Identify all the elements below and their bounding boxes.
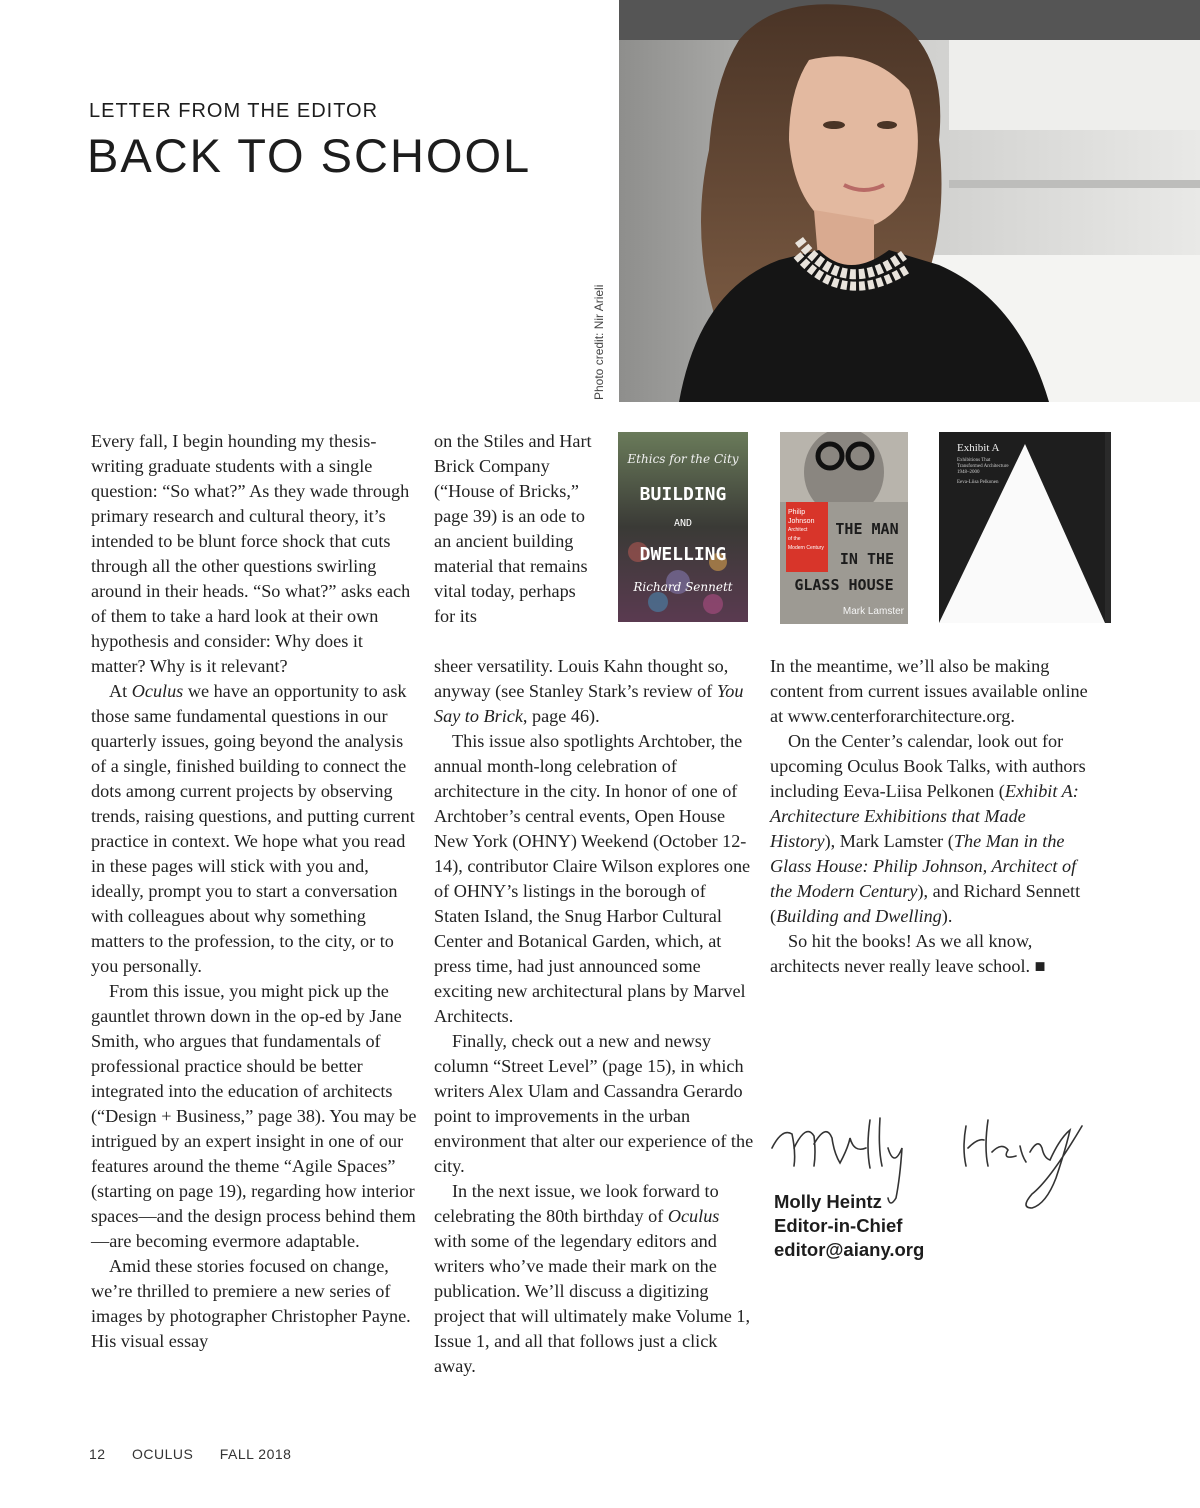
paragraph: on the Stiles and Hart Brick Company (“House of Bricks,” page 39) is an ode to an ancient building material that remains vital today, perhaps for its [434,431,592,626]
book-cover-exhibit-a [939,432,1111,623]
book2-title: THE MAN IN THE [835,520,899,568]
article-column-2-top [434,429,594,629]
page-number: 12 [89,1446,106,1462]
paragraph: In the next issue, we look forward to celebrating the 80th birthday of Oculus with some of the legendary editors and writers who’ve made their mark on the publication. We’ll discuss a digitizing project that will ultimately make Volume 1, Issue 1, and all that follows just a click away. [434,1181,751,1376]
paragraph: So hit the books! As we all know, architects never really leave school. ■ [770,931,1046,976]
article-column-2 [434,654,754,1379]
book3-subtitle: Exhibitions That Transformed Architecture 1948–2000 [957,458,1009,475]
book-cover-building-and-dwelling [618,432,748,622]
book1-title-line2: AND [673,518,693,529]
editor-name: Molly Heintz [774,1191,882,1212]
paragraph: In the meantime, we’ll also be making content from current issues available online at www.centerforarchitecture.org. [770,656,1088,726]
book1-subtitle: Ethics for the City [627,452,739,466]
paragraph: This issue also spotlights Archtober, the annual month-long celebration of architecture in the city. In honor of one of Archtober’s central events, Open House New York (OHNY) Weekend (October 12-14), contributor Claire Wilson explores one of OHNY’s listings in the borough of Staten Island, the Snug Harbor Cultural Center and Botanical Garden, which, at press time, had just announced some exciting new architectural plans by Marvel Architects. [434,731,751,1026]
book1-author: Richard Sennett [633,580,733,594]
paragraph: At Oculus we have an opportunity to ask those same fundamental questions in our quarterly issues, going beyond the analysis of a single, finished building to connect the dots among current projects by observing trends, raising questions, and putting current practice in context. We hope what you read in these pages will stick with you and, ideally, prompt you to start a conversation with colleagues about why something matters to the profession, to the city, or to you personally. [91,681,415,976]
magazine-name: OCULUS [131,1446,194,1462]
book1-title-line1: BUILDING [639,484,727,505]
editor-role: Editor-in-Chief [774,1215,903,1236]
editor-email: editor@aiany.org [774,1239,925,1260]
editor-portrait-photo [619,0,1200,402]
editor-signature-block [774,1190,924,1262]
paragraph: sheer versatility. Louis Kahn thought so, anyway (see Stanley Stark’s review of You Say to Brick, page 46). [434,656,744,726]
section-kicker: LETTER FROM THE EDITOR [89,100,379,122]
book3-title: Exhibit A [957,442,1000,454]
paragraph: Every fall, I begin hounding my thesis-writing graduate students with a single question: “So what?” As they wade through primary research and cultural theory, it’s intended to be blunt force shock that cuts through all the other questions swirling around in their heads. “So what?” asks each of them to take a hard look at their own hypothesis and consider: Why does it matter? Why is it relevant? [91,431,411,676]
book2-title-line3: GLASS HOUSE [794,576,894,594]
book1-title-line3: DWELLING [639,544,727,565]
article-column-1 [91,429,421,1354]
book2-label: Philip Johnson Architect of the Modern Century [788,509,824,551]
book3-author: Eeva-Liisa Pelkonen [957,480,999,485]
paragraph: Amid these stories focused on change, we’re thrilled to premiere a new series of images by photographer Christopher Payne. His visual essay [91,1256,411,1351]
issue-date: FALL 2018 [219,1446,292,1462]
paragraph: From this issue, you might pick up the gauntlet thrown down in the op-ed by Jane Smith, who argues that fundamentals of professional practice should be better integrated into the education of architects (“Design + Business,” page 38). You may be intrigued by an expert insight in one of our features around the theme “Agile Spaces” (starting on page 19), regarding how interior spaces—and the design process behind them—are becoming evermore adaptable. [91,981,417,1251]
article-column-3 [770,654,1090,979]
book2-author: Mark Lamster [842,606,904,617]
paragraph: Finally, check out a new and newsy column “Street Level” (page 15), in which writers Alex Ulam and Cassandra Gerardo point to improvements in the urban environment that alter our experience of the city. [434,1031,754,1176]
page-title: BACK TO SCHOOL [87,129,532,182]
page-footer [89,1446,313,1462]
book-cover-man-in-the-glass-house [780,432,908,624]
photo-credit: Photo credit: Nir Arieli [592,284,606,400]
paragraph: On the Center’s calendar, look out for upcoming Oculus Book Talks, with authors including Eeva-Liisa Pelkonen (Exhibit A: Architecture Exhibitions that Made History), Mark Lamster (The Man in the Glass House: Philip Johnson, Architect of the Modern Century), and Richard Sennett (Building and Dwelling). [770,731,1086,926]
